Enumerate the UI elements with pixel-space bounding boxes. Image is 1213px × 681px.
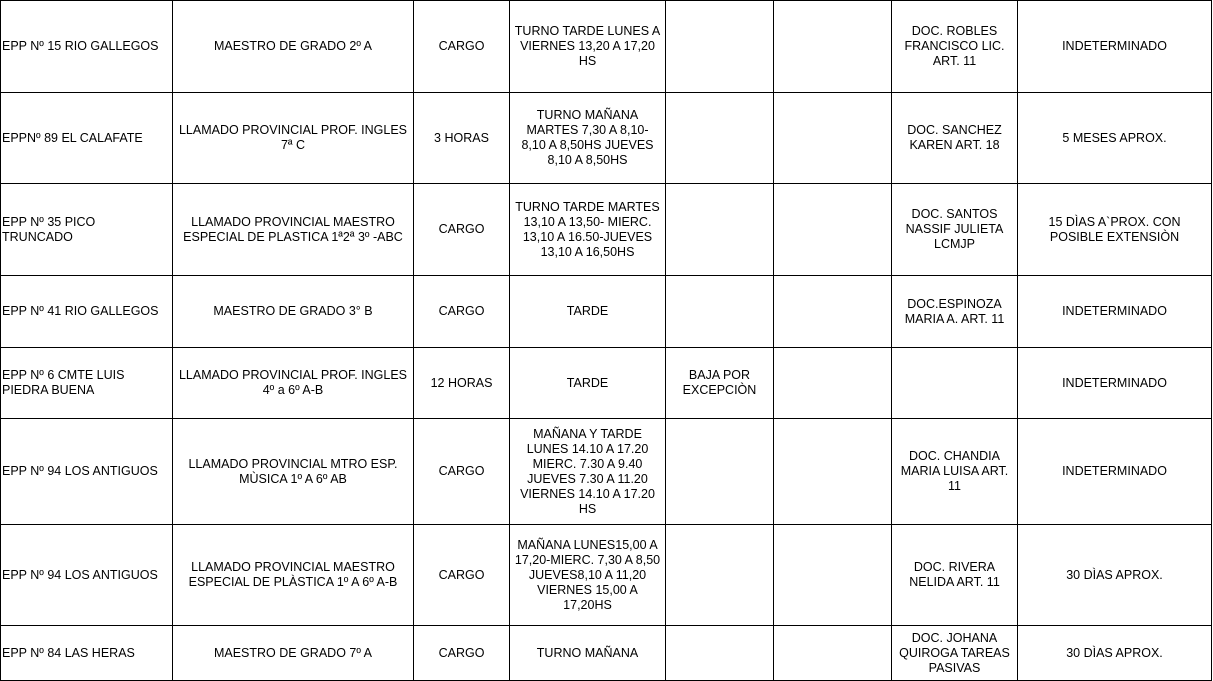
- duration-cell: 5 MESES APROX.: [1018, 93, 1212, 184]
- reason-cell: BAJA POR EXCEPCIÒN: [666, 348, 774, 419]
- table-row: [1, 419, 1212, 525]
- school-cell: EPP Nº 6 CMTE LUIS PIEDRA BUENA: [1, 348, 173, 419]
- position-cell: MAESTRO DE GRADO 2º A: [173, 1, 414, 93]
- extra-cell: [774, 348, 892, 419]
- holder-cell: DOC. JOHANA QUIROGA TAREAS PASIVAS: [892, 626, 1018, 681]
- holder-cell: DOC. RIVERA NELIDA ART. 11: [892, 525, 1018, 626]
- schedule-cell: TURNO MAÑANA: [510, 626, 666, 681]
- holder-cell: DOC.ESPINOZA MARIA A. ART. 11: [892, 276, 1018, 348]
- reason-cell: [666, 1, 774, 93]
- reason-cell: [666, 525, 774, 626]
- schedule-cell: MAÑANA LUNES15,00 A 17,20-MIERC. 7,30 A 8,50 JUEVES8,10 A 11,20 VIERNES 15,00 A 17,20HS: [510, 525, 666, 626]
- position-cell: LLAMADO PROVINCIAL MAESTRO ESPECIAL DE PLASTICA 1ª2ª 3º -ABC: [173, 184, 414, 276]
- school-cell: EPP Nº 84 LAS HERAS: [1, 626, 173, 681]
- school-cell: EPPNº 89 EL CALAFATE: [1, 93, 173, 184]
- holder-cell: DOC. CHANDIA MARIA LUISA ART. 11: [892, 419, 1018, 525]
- school-cell: EPP Nº 35 PICO TRUNCADO: [1, 184, 173, 276]
- extra-cell: [774, 525, 892, 626]
- reason-cell: [666, 626, 774, 681]
- holder-cell: DOC. SANCHEZ KAREN ART. 18: [892, 93, 1018, 184]
- duration-cell: 30 DÌAS APROX.: [1018, 626, 1212, 681]
- position-cell: MAESTRO DE GRADO 3° B: [173, 276, 414, 348]
- type-cell: CARGO: [414, 419, 510, 525]
- type-cell: CARGO: [414, 276, 510, 348]
- schedule-cell: TURNO TARDE LUNES A VIERNES 13,20 A 17,20 HS: [510, 1, 666, 93]
- extra-cell: [774, 419, 892, 525]
- table-row: [1, 525, 1212, 626]
- position-cell: LLAMADO PROVINCIAL MTRO ESP. MÙSICA 1º A 6º AB: [173, 419, 414, 525]
- position-cell: MAESTRO DE GRADO 7º A: [173, 626, 414, 681]
- position-cell: LLAMADO PROVINCIAL MAESTRO ESPECIAL DE PLÀSTICA 1º A 6º A-B: [173, 525, 414, 626]
- extra-cell: [774, 276, 892, 348]
- schedule-cell: MAÑANA Y TARDE LUNES 14.10 A 17.20 MIERC. 7.30 A 9.40 JUEVES 7.30 A 11.20 VIERNES 14.10 A 17.20 HS: [510, 419, 666, 525]
- extra-cell: [774, 626, 892, 681]
- school-cell: EPP Nº 15 RIO GALLEGOS: [1, 1, 173, 93]
- extra-cell: [774, 93, 892, 184]
- holder-cell: DOC. ROBLES FRANCISCO LIC. ART. 11: [892, 1, 1018, 93]
- reason-cell: [666, 419, 774, 525]
- table-row: [1, 626, 1212, 681]
- school-cell: EPP Nº 41 RIO GALLEGOS: [1, 276, 173, 348]
- holder-cell: DOC. SANTOS NASSIF JULIETA LCMJP: [892, 184, 1018, 276]
- holder-cell: [892, 348, 1018, 419]
- schedule-cell: TURNO TARDE MARTES 13,10 A 13,50- MIERC. 13,10 A 16.50-JUEVES 13,10 A 16,50HS: [510, 184, 666, 276]
- extra-cell: [774, 184, 892, 276]
- duration-cell: INDETERMINADO: [1018, 276, 1212, 348]
- duration-cell: INDETERMINADO: [1018, 348, 1212, 419]
- extra-cell: [774, 1, 892, 93]
- type-cell: CARGO: [414, 1, 510, 93]
- schedule-cell: TURNO MAÑANA MARTES 7,30 A 8,10- 8,10 A 8,50HS JUEVES 8,10 A 8,50HS: [510, 93, 666, 184]
- table-row: [1, 1, 1212, 93]
- school-cell: EPP Nº 94 LOS ANTIGUOS: [1, 525, 173, 626]
- table-row: [1, 276, 1212, 348]
- table-row: [1, 93, 1212, 184]
- type-cell: CARGO: [414, 626, 510, 681]
- type-cell: 3 HORAS: [414, 93, 510, 184]
- reason-cell: [666, 93, 774, 184]
- table-row: [1, 348, 1212, 419]
- duration-cell: INDETERMINADO: [1018, 419, 1212, 525]
- schedule-cell: TARDE: [510, 348, 666, 419]
- schedule-cell: TARDE: [510, 276, 666, 348]
- duration-cell: INDETERMINADO: [1018, 1, 1212, 93]
- position-cell: LLAMADO PROVINCIAL PROF. INGLES 7ª C: [173, 93, 414, 184]
- reason-cell: [666, 184, 774, 276]
- duration-cell: 15 DÌAS A`PROX. CON POSIBLE EXTENSIÒN: [1018, 184, 1212, 276]
- type-cell: 12 HORAS: [414, 348, 510, 419]
- duration-cell: 30 DÌAS APROX.: [1018, 525, 1212, 626]
- school-cell: EPP Nº 94 LOS ANTIGUOS: [1, 419, 173, 525]
- type-cell: CARGO: [414, 525, 510, 626]
- position-cell: LLAMADO PROVINCIAL PROF. INGLES 4º a 6º A-B: [173, 348, 414, 419]
- table-row: [1, 184, 1212, 276]
- type-cell: CARGO: [414, 184, 510, 276]
- reason-cell: [666, 276, 774, 348]
